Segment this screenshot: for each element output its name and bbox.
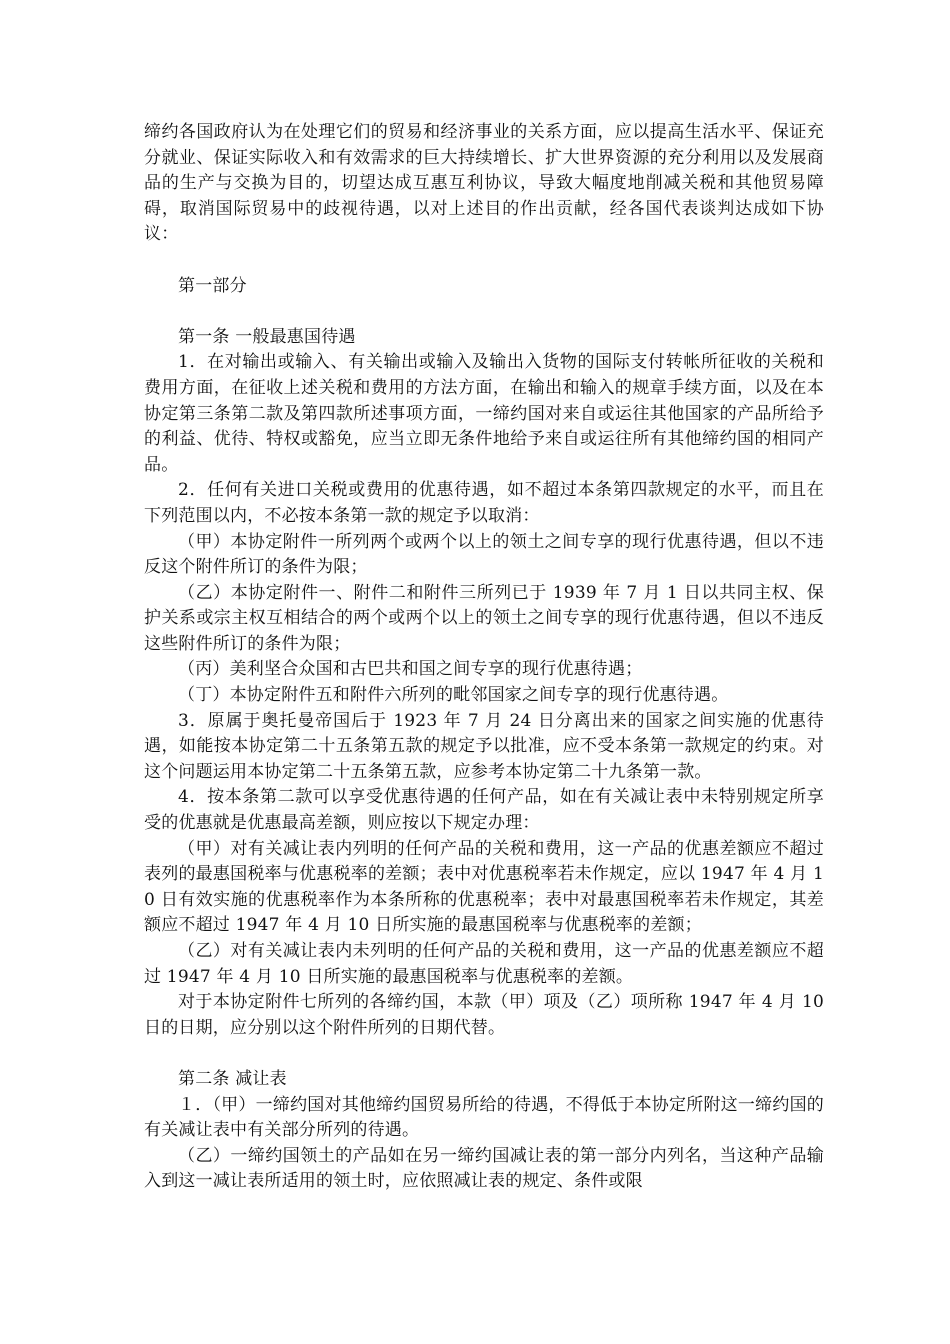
article-one-heading: 第一条 一般最惠国待遇	[178, 326, 356, 347]
article-one-paragraph-1: 1．在对输出或输入、有关输出或输入及输出入货物的国际支付转帐所征收的关税和费用方面，在征收上述关税和费用的方法方面，在输出和输入的规章手续方面，以及在本协定第三条第二款及第四款所述事项方面，一缔约国对来自或运往其他国家的产品所给予的利益、优待、特权或豁免，应当立即无条件地给予来自或运往所有其他缔约国的相同产品。	[144, 352, 824, 475]
article-one-item-bing: （丙）美利坚合众国和古巴共和国之间专享的现行优惠待遇；	[178, 659, 643, 680]
article-one-item-ding: （丁）本协定附件五和附件六所列的毗邻国家之间专享的现行优惠待遇。	[178, 685, 729, 706]
article-one-closing-note: 对于本协定附件七所列的各缔约国，本款（甲）项及（乙）项所称 1947 年 4 月 10 日的日期，应分别以这个附件所列的日期代替。	[144, 992, 824, 1038]
article-two-item-yi: （乙）一缔约国领土的产品如在另一缔约国减让表的第一部分内列名，当这种产品输入到这一减让表所适用的领土时，应依照减让表的规定、条件或限	[144, 1145, 824, 1192]
document-page	[144, 120, 824, 1195]
spacer	[144, 299, 824, 325]
part-one-heading: 第一部分	[178, 275, 247, 296]
article-two-paragraph-1: １．（甲）一缔约国对其他缔约国贸易所给的待遇，不得低于本协定所附这一缔约国的有关减让表中有关部分所列的待遇。	[144, 1094, 824, 1141]
article-one-item-jia: （甲）本协定附件一所列两个或两个以上的领土之间专享的现行优惠待遇，但以不违反这个附件所订的条件为限；	[144, 531, 824, 578]
spacer	[144, 248, 824, 274]
article-one-item-4-yi: （乙）对有关减让表内未列明的任何产品的关税和费用，这一产品的优惠差额应不超过 1947 年 4 月 10 日所实施的最惠国税率与优惠税率的差额。	[144, 941, 824, 987]
article-one-item-4-jia: （甲）对有关减让表内列明的任何产品的关税和费用，这一产品的优惠差额应不超过表列的最惠国税率与优惠税率的差额；表中对优惠税率若未作规定，应以 1947 年 4 月 10 日有效实施的优惠税率作为本条所称的优惠税率；表中对最惠国税率若未作规定，其差额应不超过 1947 年 4 月 10 日所实施的最惠国税率与优惠税率的差额；	[144, 838, 824, 936]
article-one-paragraph-4: 4．按本条第二款可以享受优惠待遇的任何产品，如在有关减让表中未特别规定所享受的优惠就是优惠最高差额，则应按以下规定办理：	[144, 787, 824, 834]
spacer	[144, 1041, 824, 1067]
article-two-heading: 第二条 减让表	[178, 1068, 287, 1089]
article-one-item-yi: （乙）本协定附件一、附件二和附件三所列已于 1939 年 7 月 1 日以共同主权、保护关系或宗主权互相结合的两个或两个以上的领土之间专享的现行优惠待遇，但以不违反这些附件所订的条件为限；	[144, 582, 824, 654]
article-one-paragraph-3: 3．原属于奥托曼帝国后于 1923 年 7 月 24 日分离出来的国家之间实施的优惠待遇，如能按本协定第二十五条第五款的规定予以批准，应不受本条第一款规定的约束。对这个问题运用本协定第二十五条第五款，应参考本协定第二十九条第一款。	[144, 710, 824, 782]
intro-paragraph: 缔约各国政府认为在处理它们的贸易和经济事业的关系方面，应以提高生活水平、保证充分就业、保证实际收入和有效需求的巨大持续增长、扩大世界资源的充分利用以及发展商品的生产与交换为目的，切望达成互惠互利协议，导致大幅度地削减关税和其他贸易障碍，取消国际贸易中的歧视待遇，以对上述目的作出贡献，经各国代表谈判达成如下协议：	[144, 122, 824, 245]
article-one-paragraph-2: 2．任何有关进口关税或费用的优惠待遇，如不超过本条第四款规定的水平，而且在下列范围以内，不必按本条第一款的规定予以取消：	[144, 480, 824, 526]
